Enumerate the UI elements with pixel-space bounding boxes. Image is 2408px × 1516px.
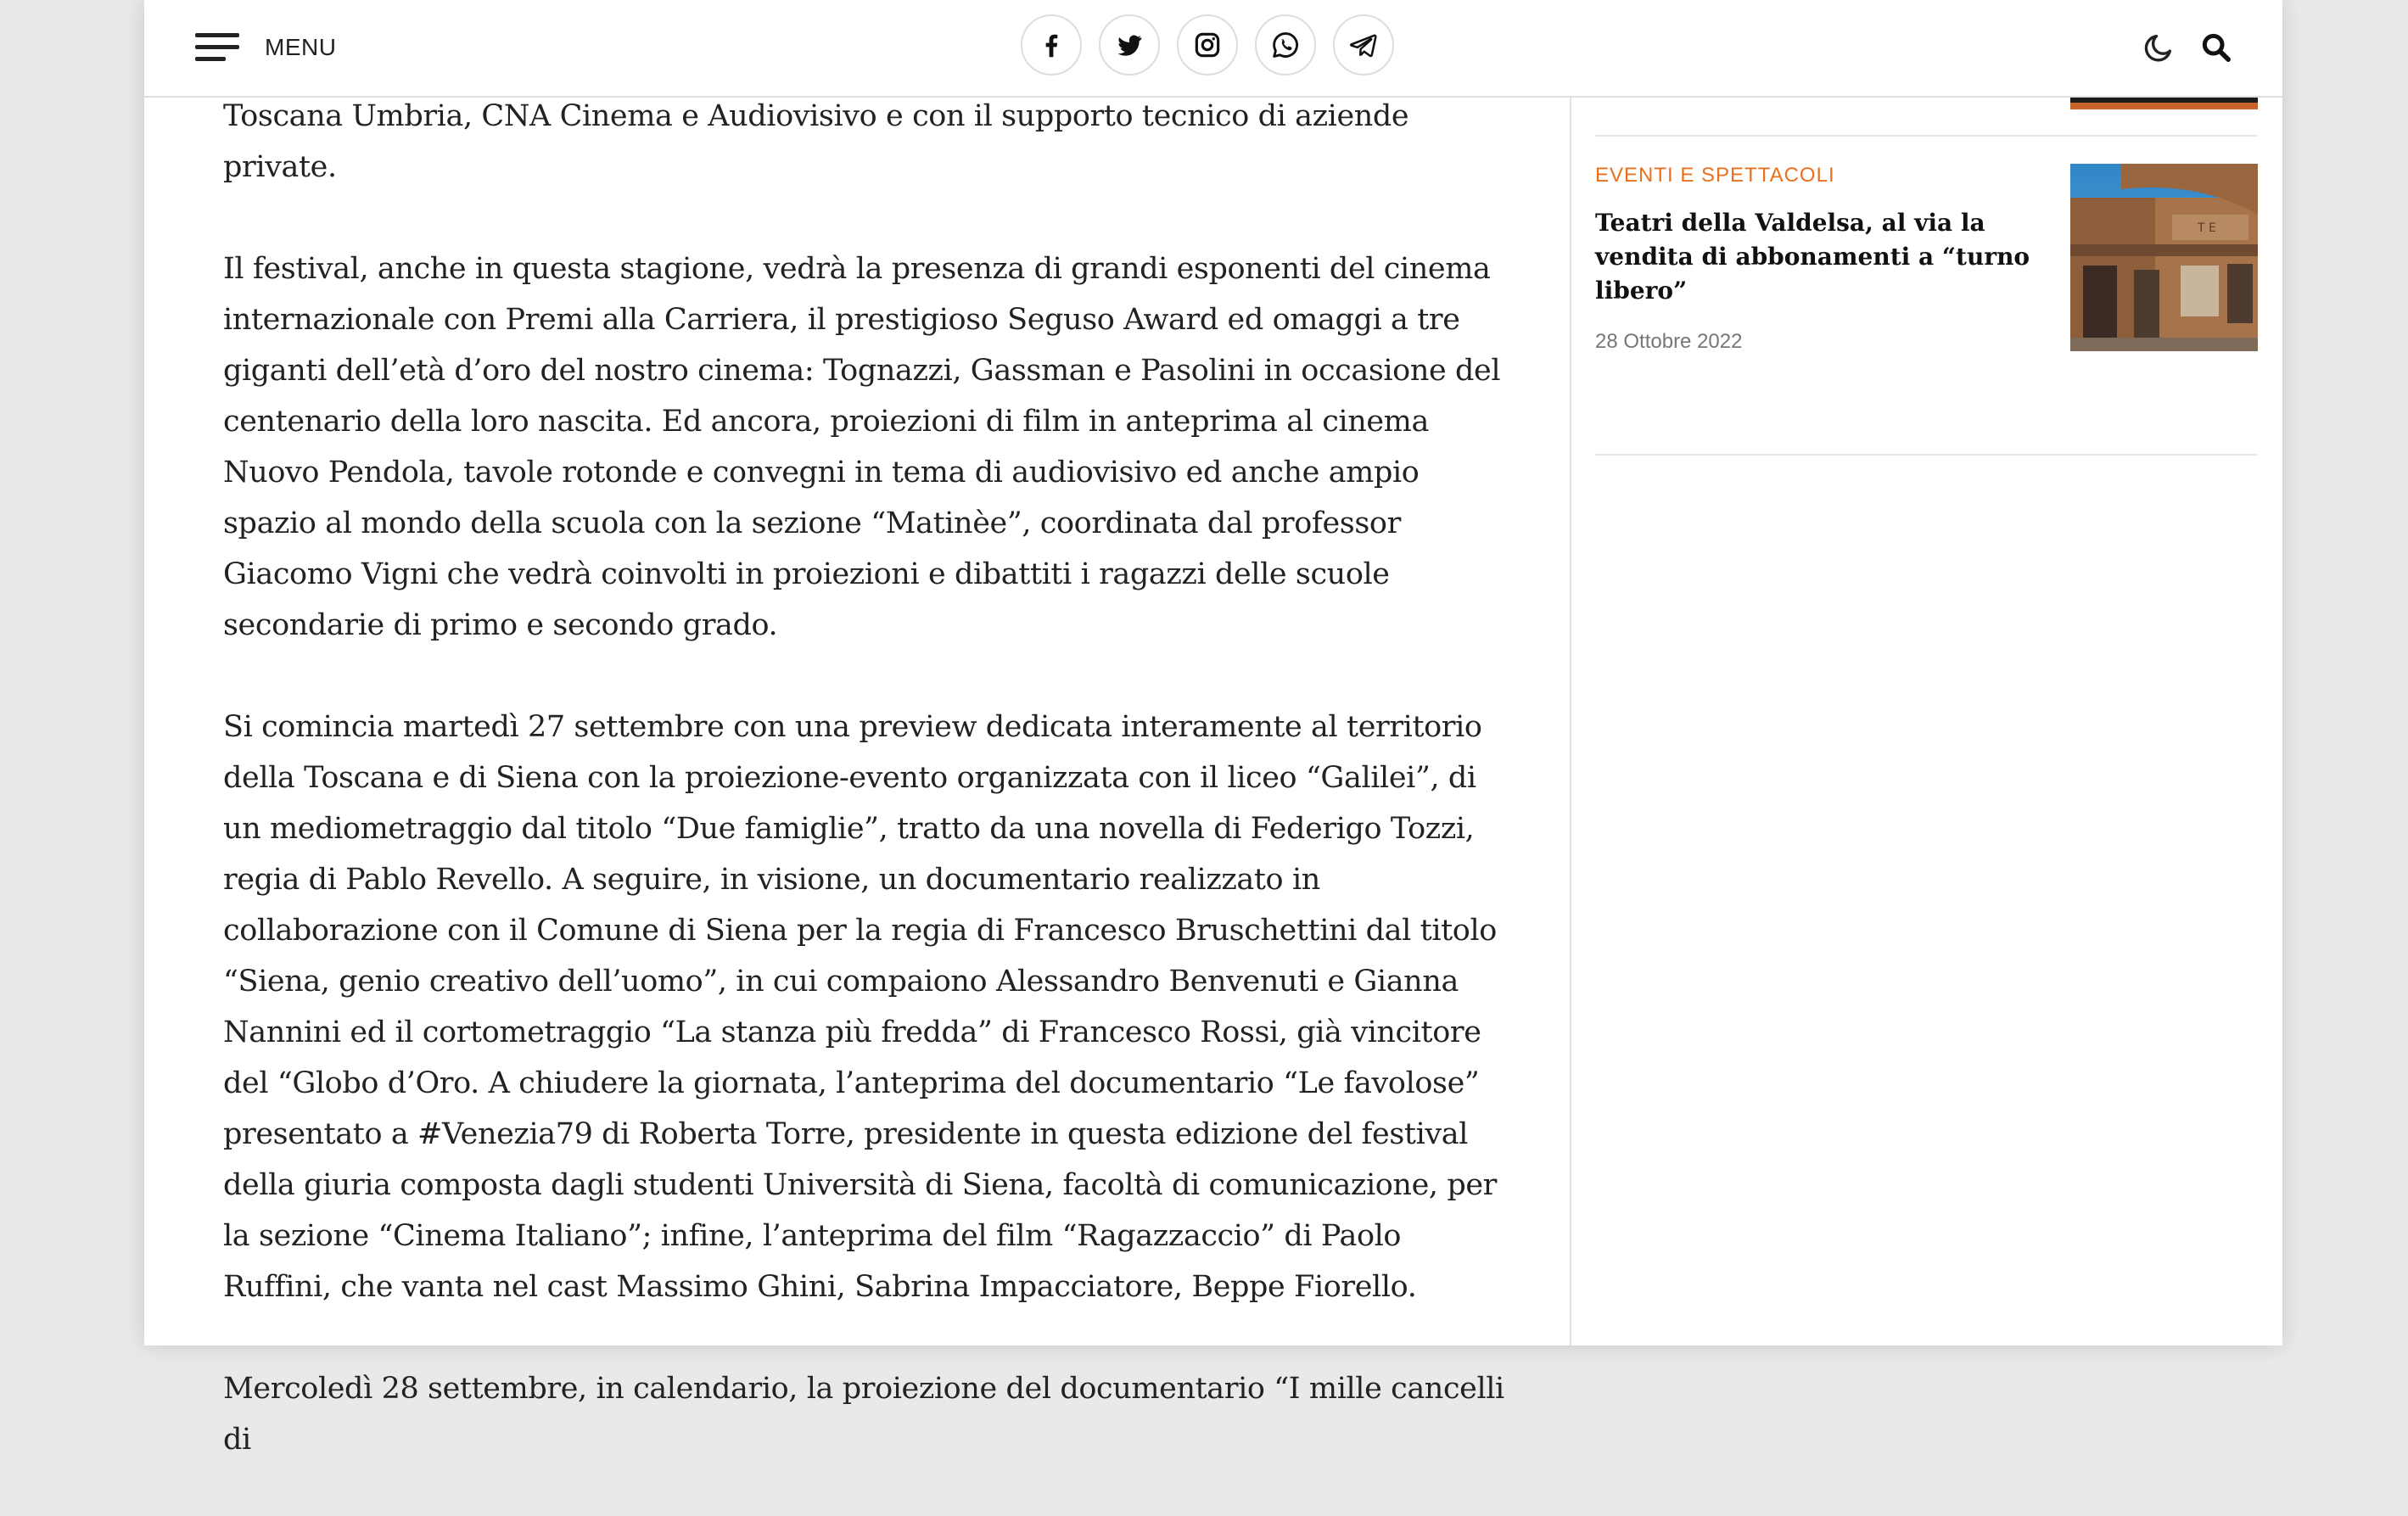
card-title-link[interactable]: Teatri della Valdelsa, al via la vendita di abbonamenti a “turno libero”	[1595, 209, 2030, 305]
telegram-icon	[1347, 29, 1380, 61]
card-thumbnail[interactable]	[2070, 164, 2258, 351]
facebook-link[interactable]	[1021, 14, 1082, 76]
article-paragraph: Toscana Umbria, CNA Cinema e Audiovisivo e con il supporto tecnico di aziende private.	[223, 99, 1409, 184]
dark-mode-moon-icon	[2142, 31, 2176, 64]
twitter-icon	[1113, 29, 1145, 61]
column-divider	[1570, 96, 1571, 1345]
search-icon	[2199, 31, 2233, 64]
svg-text:T E: T E	[2198, 221, 2216, 235]
card-category-link[interactable]: EVENTI E SPETTACOLI	[1595, 164, 1835, 187]
card-date: 28 Ottobre 2022	[1595, 330, 1743, 353]
sidebar-news-card	[1595, 164, 2036, 354]
instagram-icon	[1191, 29, 1224, 61]
facebook-icon	[1035, 29, 1067, 61]
hamburger-icon[interactable]	[195, 33, 239, 62]
theater-building-image	[2070, 164, 2258, 351]
whatsapp-icon	[1269, 29, 1302, 61]
article-paragraph: Il festival, anche in questa stagione, vedrà la presenza di grandi esponenti del cinema internazionale con Premi alla Carriera, il prestigioso Seguso Award ed omaggi a tre giganti dell’età d’oro del nostro cinema: Tognazzi, Gassman e Pasolini in occasione del centenario della loro nascita. Ed ancora, proiezioni di film in anteprima al cinema Nuovo Pendola, tavole rotonde e convegni in tema di audiovisivo ed anche ampio spazio al mondo della scuola con la sezione “Matinèe”, coordinata dal professor Giacomo Vigni che vedrà coinvolti in proiezioni e dibattiti i ragazzi delle scuole secondarie di primo e secondo grado.	[223, 252, 1501, 642]
whatsapp-link[interactable]	[1255, 14, 1316, 76]
top-navigation-bar	[144, 0, 2282, 98]
article-paragraph: Si comincia martedì 27 settembre con una preview dedicata interamente al territorio della Toscana e di Siena con la proiezione-evento organizzata con il liceo “Galilei”, di un mediometraggio dal titolo “Due famiglie”, tratto da una novella di Federigo Tozzi, regia di Pablo Revello. A seguire, in visione, un documentario realizzato in collaborazione con il Comune di Siena per la regia di Francesco Bruschettini dal titolo “Siena, genio creativo dell’uomo”, in cui compaiono Alessandro Benvenuti e Gianna Nannini ed il cortometraggio “La stanza più fredda” di Francesco Rossi, già vincitore del “Globo d’Oro. A chiudere la giornata, l’anteprima del documentario “Le favolose” presentato a #Venezia79 di Roberta Torre, presidente in questa edizione del festival della giuria composta dagli studenti Università di Siena, facoltà di comunicazione, per la sezione “Cinema Italiano”; infine, l’anteprima del film “Ragazzaccio” di Paolo Ruffini, che vanta nel cast Massimo Ghini, Sabrina Impacciatore, Beppe Fiorello.	[223, 710, 1497, 1304]
article-paragraph: Mercoledì 28 settembre, in calendario, la proiezione del documentario “I mille cancelli di	[223, 1372, 1504, 1457]
search-button[interactable]	[2199, 31, 2233, 64]
previous-card-thumbnail[interactable]	[2070, 96, 2258, 109]
instagram-link[interactable]	[1177, 14, 1238, 76]
article-body	[223, 91, 1504, 1516]
sidebar-separator	[1595, 454, 2258, 456]
menu-label[interactable]: MENU	[265, 34, 337, 60]
social-links	[1021, 14, 1411, 76]
telegram-link[interactable]	[1333, 14, 1394, 76]
twitter-link[interactable]	[1099, 14, 1160, 76]
dark-mode-toggle[interactable]	[2142, 31, 2176, 64]
sidebar-separator	[1595, 135, 2258, 137]
page	[144, 0, 2282, 1457]
menu-button[interactable]	[195, 24, 336, 71]
